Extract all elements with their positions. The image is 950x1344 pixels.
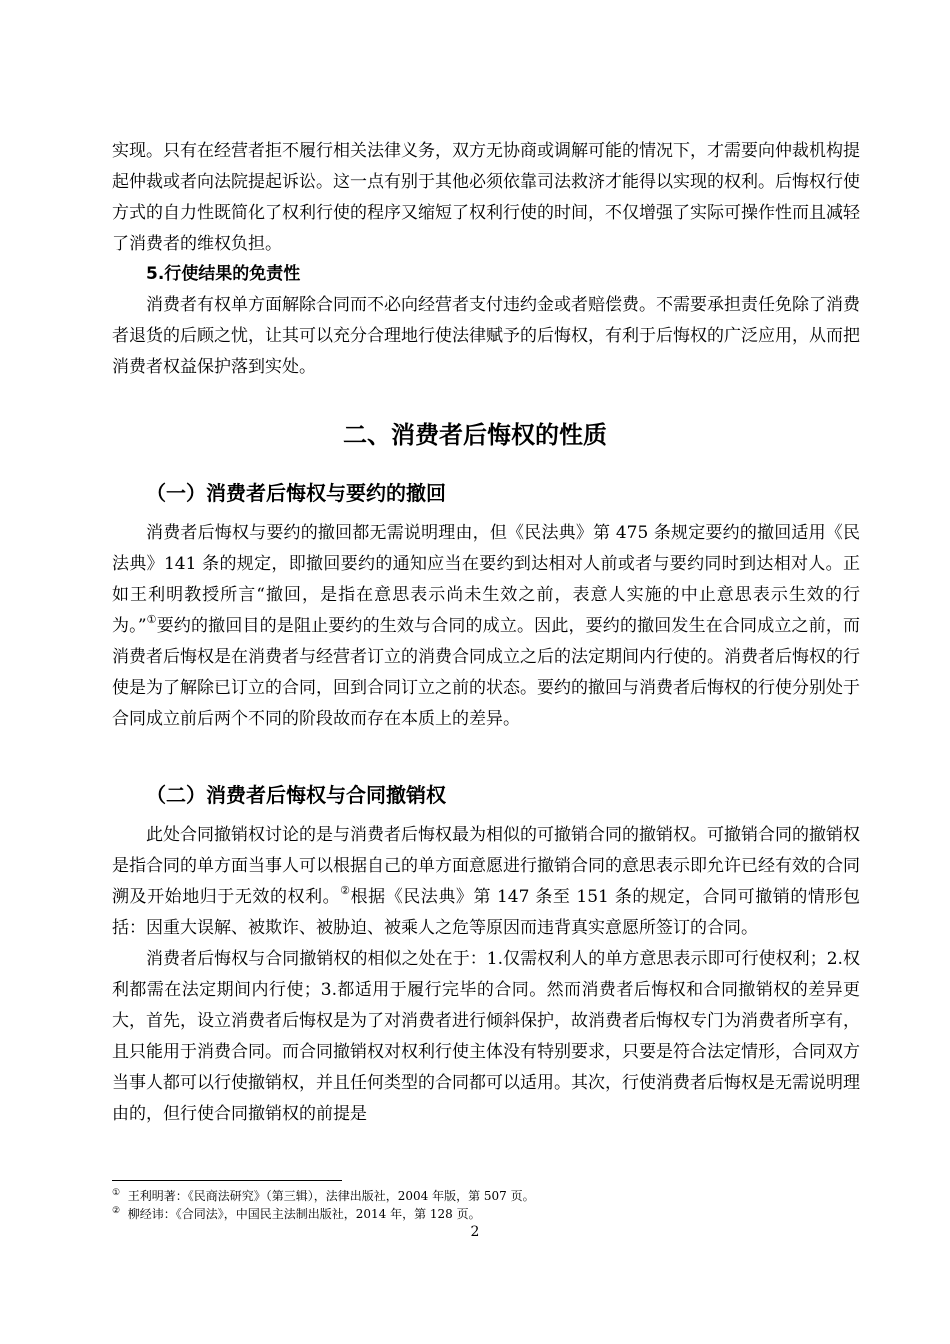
page-number: 2 bbox=[470, 1224, 480, 1240]
footnote-mark: ② bbox=[112, 1206, 121, 1216]
subsection-title-2: （二）消费者后悔权与合同撤销权 bbox=[146, 783, 446, 807]
paragraph-continued: 实现。只有在经营者拒不履行相关法律义务，双方无协商或调解可能的情况下，才需要向仲裁机构提起仲裁或者向法院提起诉讼。这一点有别于其他必须依靠司法救济才能得以实现的权利。后悔权行使方式的自力性既简化了权利行使的程序又缩短了权利行使的时间，不仅增强了实际可操作性而且减轻了消费者的维权负担。 bbox=[112, 141, 860, 254]
subsection-1-body bbox=[112, 518, 860, 735]
subsection-2-body bbox=[112, 820, 860, 1130]
text-run: 要约的撤回目的是阻止要约的生效与合同的成立。因此，要约的撤回发生在合同成立之前，而消费者后悔权是在消费者与经营者订立的消费合同成立之后的法定期间内行使的。消费者后悔权的行使是为了解除已订立的合同，回到合同订立之前的状态。要约的撤回与消费者后悔权的行使分别处于合同成立前后两个不同的阶段故而存在本质上的差异。 bbox=[112, 616, 860, 729]
paragraph bbox=[112, 518, 860, 735]
text-run: 根据《民法典》第 147 条至 151 条的规定，合同可撤销的情形包括：因重大误解、被欺诈、被胁迫、被乘人之危等原因而违背真实意愿所签订的合同。 bbox=[112, 887, 860, 938]
paragraph-block-1 bbox=[112, 136, 860, 260]
paragraph-block-2 bbox=[112, 290, 860, 383]
footnote-text: 柳经讳：《合同法》，中国民主法制出版社，2014 年，第 128 页。 bbox=[127, 1207, 481, 1221]
text-run: 此处合同撤销权讨论的是与消费者后悔权最为相似的可撤销合同的撤销权。可撤销合同的撤销权是指合同的单方面当事人可以根据自己的单方面意愿进行撤销合同的意思表示即允许已经有效的合同溯及开始地归于无效的权利。 bbox=[112, 825, 860, 907]
subheading-5: 5.行使结果的免责性 bbox=[146, 264, 301, 284]
text-run: 消费者后悔权与要约的撤回都无需说明理由，但《民法典》第 475 条规定要约的撤回适用《民法典》141 条的规定，即撤回要约的通知应当在要约到达相对人前或者与要约同时到达相对人。正如王利明教授所言“撤回，是指在意思表示尚未生效之前，表意人实施的中止意思表示生效的行为。” bbox=[112, 523, 860, 636]
paragraph: 消费者有权单方面解除合同而不必向经营者支付违约金或者赔偿费。不需要承担责任免除了消费者退货的后顾之忧，让其可以充分合理地行使法律赋予的后悔权，有利于后悔权的广泛应用，从而把消费者权益保护落到实处。 bbox=[112, 295, 860, 377]
footnote-ref-1: ① bbox=[146, 613, 157, 626]
footnote-divider bbox=[112, 1180, 342, 1181]
subsection-title-1: （一）消费者后悔权与要约的撤回 bbox=[146, 481, 446, 505]
footnote-text: 王利明著：《民商法研究》（第三辑），法律出版社，2004 年版，第 507 页。 bbox=[127, 1189, 535, 1203]
paragraph bbox=[112, 820, 860, 944]
paragraph: 消费者后悔权与合同撤销权的相似之处在于：1.仅需权利人的单方意思表示即可行使权利；2.权利都需在法定期间内行使；3.都适用于履行完毕的合同。然而消费者后悔权和合同撤销权的差异更大，首先，设立消费者后悔权是为了对消费者进行倾斜保护，故消费者后悔权专门为消费者所享有，且只能用于消费合同。而合同撤销权对权利行使主体没有特别要求，只要是符合法定情形，合同双方当事人都可以行使撤销权，并且任何类型的合同都可以适用。其次，行使消费者后悔权是无需说明理由的，但行使合同撤销权的前提是 bbox=[112, 949, 860, 1124]
section-title: 二、消费者后悔权的性质 bbox=[343, 421, 607, 449]
footnote-1 bbox=[112, 1188, 535, 1204]
footnote-mark: ① bbox=[112, 1188, 121, 1198]
footnote-2 bbox=[112, 1206, 481, 1222]
footnote-ref-2: ② bbox=[340, 884, 351, 897]
